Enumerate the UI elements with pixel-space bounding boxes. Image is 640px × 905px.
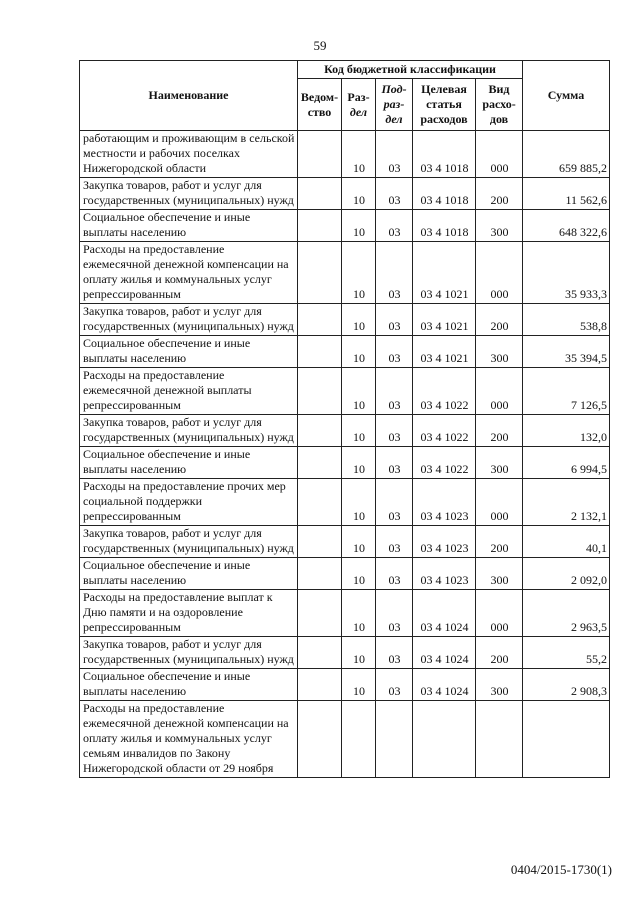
cell-name: Социальное обеспечение и иные выплаты населению: [80, 558, 298, 590]
cell-vedomstvo: [298, 336, 342, 368]
cell-razdel: [342, 701, 376, 778]
cell-vid: 300: [476, 558, 523, 590]
cell-podrazdel: 03: [376, 178, 413, 210]
cell-name: Социальное обеспечение и иные выплаты населению: [80, 669, 298, 701]
cell-razdel: 10: [342, 242, 376, 304]
cell-celevaya: 03 4 1018: [413, 178, 476, 210]
cell-razdel: 10: [342, 447, 376, 479]
cell-celevaya: 03 4 1022: [413, 415, 476, 447]
cell-podrazdel: 03: [376, 447, 413, 479]
cell-podrazdel: 03: [376, 479, 413, 526]
budget-table: [79, 60, 610, 778]
cell-name: Расходы на предоставление прочих мер социальной поддержки репрессированным: [80, 479, 298, 526]
cell-vid: 300: [476, 669, 523, 701]
cell-celevaya: 03 4 1021: [413, 336, 476, 368]
cell-vid: 000: [476, 131, 523, 178]
table-row: [80, 415, 610, 447]
cell-vedomstvo: [298, 415, 342, 447]
cell-vedomstvo: [298, 669, 342, 701]
table-row: [80, 131, 610, 178]
cell-vedomstvo: [298, 242, 342, 304]
cell-name: Закупка товаров, работ и услуг для государственных (муниципальных) нужд: [80, 526, 298, 558]
cell-summa: 2 908,3: [523, 669, 610, 701]
table-header: [80, 61, 610, 131]
cell-razdel: 10: [342, 637, 376, 669]
cell-celevaya: [413, 701, 476, 778]
table-row: [80, 210, 610, 242]
cell-name: Расходы на предоставление ежемесячной денежной компенсации на оплату жилья и коммунальных услуг репрессированным: [80, 242, 298, 304]
cell-razdel: 10: [342, 304, 376, 336]
cell-razdel: 10: [342, 336, 376, 368]
table-row: [80, 178, 610, 210]
cell-name: Закупка товаров, работ и услуг для государственных (муниципальных) нужд: [80, 178, 298, 210]
cell-vid: 000: [476, 368, 523, 415]
header-budget-code-group: Код бюджетной классификации: [298, 61, 523, 79]
cell-podrazdel: 03: [376, 210, 413, 242]
cell-razdel: 10: [342, 590, 376, 637]
cell-vedomstvo: [298, 479, 342, 526]
cell-celevaya: 03 4 1022: [413, 368, 476, 415]
table-row: [80, 447, 610, 479]
cell-razdel: 10: [342, 669, 376, 701]
cell-celevaya: 03 4 1024: [413, 637, 476, 669]
cell-name: Закупка товаров, работ и услуг для государственных (муниципальных) нужд: [80, 637, 298, 669]
cell-razdel: 10: [342, 415, 376, 447]
table-row: [80, 558, 610, 590]
cell-name: Закупка товаров, работ и услуг для государственных (муниципальных) нужд: [80, 304, 298, 336]
cell-vid: [476, 701, 523, 778]
table-row: [80, 336, 610, 368]
cell-vedomstvo: [298, 447, 342, 479]
cell-podrazdel: 03: [376, 336, 413, 368]
cell-podrazdel: 03: [376, 637, 413, 669]
cell-summa: 648 322,6: [523, 210, 610, 242]
cell-name: Закупка товаров, работ и услуг для государственных (муниципальных) нужд: [80, 415, 298, 447]
cell-podrazdel: 03: [376, 368, 413, 415]
cell-vedomstvo: [298, 304, 342, 336]
cell-name: Социальное обеспечение и иные выплаты населению: [80, 447, 298, 479]
header-summa: Сумма: [523, 61, 610, 131]
header-vedomstvo: Ведом- ство: [298, 79, 342, 131]
table-row: [80, 669, 610, 701]
cell-vid: 300: [476, 336, 523, 368]
cell-vedomstvo: [298, 131, 342, 178]
cell-summa: 659 885,2: [523, 131, 610, 178]
cell-razdel: 10: [342, 526, 376, 558]
cell-celevaya: 03 4 1021: [413, 242, 476, 304]
cell-summa: 2 132,1: [523, 479, 610, 526]
table-row: [80, 242, 610, 304]
cell-podrazdel: 03: [376, 242, 413, 304]
cell-vid: 300: [476, 447, 523, 479]
cell-summa: [523, 701, 610, 778]
cell-summa: 40,1: [523, 526, 610, 558]
cell-summa: 6 994,5: [523, 447, 610, 479]
table-row: [80, 479, 610, 526]
cell-celevaya: 03 4 1024: [413, 590, 476, 637]
cell-razdel: 10: [342, 210, 376, 242]
cell-celevaya: 03 4 1023: [413, 558, 476, 590]
cell-summa: 35 394,5: [523, 336, 610, 368]
cell-summa: 2 092,0: [523, 558, 610, 590]
cell-vedomstvo: [298, 178, 342, 210]
cell-vedomstvo: [298, 637, 342, 669]
cell-razdel: 10: [342, 558, 376, 590]
cell-celevaya: 03 4 1018: [413, 210, 476, 242]
cell-vid: 000: [476, 479, 523, 526]
cell-summa: 7 126,5: [523, 368, 610, 415]
cell-vedomstvo: [298, 210, 342, 242]
document-code: 0404/2015-1730(1): [510, 862, 612, 877]
cell-name: Расходы на предоставление выплат к Дню памяти и на оздоровление репрессированным: [80, 590, 298, 637]
table-body: [80, 131, 610, 778]
cell-celevaya: 03 4 1022: [413, 447, 476, 479]
header-celevaya: Целевая статья расходов: [413, 79, 476, 131]
cell-podrazdel: 03: [376, 558, 413, 590]
cell-celevaya: 03 4 1023: [413, 526, 476, 558]
cell-podrazdel: 03: [376, 590, 413, 637]
cell-name: Социальное обеспечение и иные выплаты населению: [80, 336, 298, 368]
table-row: [80, 368, 610, 415]
cell-summa: 132,0: [523, 415, 610, 447]
cell-razdel: 10: [342, 479, 376, 526]
cell-razdel: 10: [342, 131, 376, 178]
cell-razdel: 10: [342, 368, 376, 415]
cell-podrazdel: 03: [376, 415, 413, 447]
cell-summa: 11 562,6: [523, 178, 610, 210]
cell-vedomstvo: [298, 558, 342, 590]
header-razdel: Раз- дел: [342, 79, 376, 131]
cell-vid: 200: [476, 637, 523, 669]
cell-celevaya: 03 4 1021: [413, 304, 476, 336]
cell-name: Социальное обеспечение и иные выплаты населению: [80, 210, 298, 242]
cell-vedomstvo: [298, 701, 342, 778]
cell-name: работающим и проживающим в сельской местности и рабочих поселках Нижегородской области: [80, 131, 298, 178]
page-number: 59: [313, 38, 327, 53]
cell-vid: 300: [476, 210, 523, 242]
cell-summa: 35 933,3: [523, 242, 610, 304]
cell-vedomstvo: [298, 526, 342, 558]
cell-podrazdel: [376, 701, 413, 778]
cell-vid: 200: [476, 415, 523, 447]
cell-podrazdel: 03: [376, 131, 413, 178]
cell-podrazdel: 03: [376, 526, 413, 558]
header-vid: Вид расхо- дов: [476, 79, 523, 131]
table-row: [80, 701, 610, 778]
cell-celevaya: 03 4 1024: [413, 669, 476, 701]
cell-vid: 200: [476, 526, 523, 558]
cell-summa: 55,2: [523, 637, 610, 669]
cell-name: Расходы на предоставление ежемесячной денежной выплаты репрессированным: [80, 368, 298, 415]
cell-summa: 538,8: [523, 304, 610, 336]
cell-name: Расходы на предоставление ежемесячной денежной компенсации на оплату жилья и коммунальных услуг семьям инвалидов по Закону Нижегородской области от 29 ноября: [80, 701, 298, 778]
cell-vedomstvo: [298, 590, 342, 637]
cell-celevaya: 03 4 1023: [413, 479, 476, 526]
cell-vedomstvo: [298, 368, 342, 415]
header-name: Наименование: [80, 61, 298, 131]
cell-vid: 200: [476, 304, 523, 336]
header-podrazdel: Под- раз- дел: [376, 79, 413, 131]
table-row: [80, 304, 610, 336]
table-row: [80, 637, 610, 669]
cell-razdel: 10: [342, 178, 376, 210]
cell-podrazdel: 03: [376, 669, 413, 701]
table-row: [80, 590, 610, 637]
cell-podrazdel: 03: [376, 304, 413, 336]
cell-summa: 2 963,5: [523, 590, 610, 637]
cell-vid: 000: [476, 242, 523, 304]
table-row: [80, 526, 610, 558]
cell-celevaya: 03 4 1018: [413, 131, 476, 178]
cell-vid: 200: [476, 178, 523, 210]
cell-vid: 000: [476, 590, 523, 637]
